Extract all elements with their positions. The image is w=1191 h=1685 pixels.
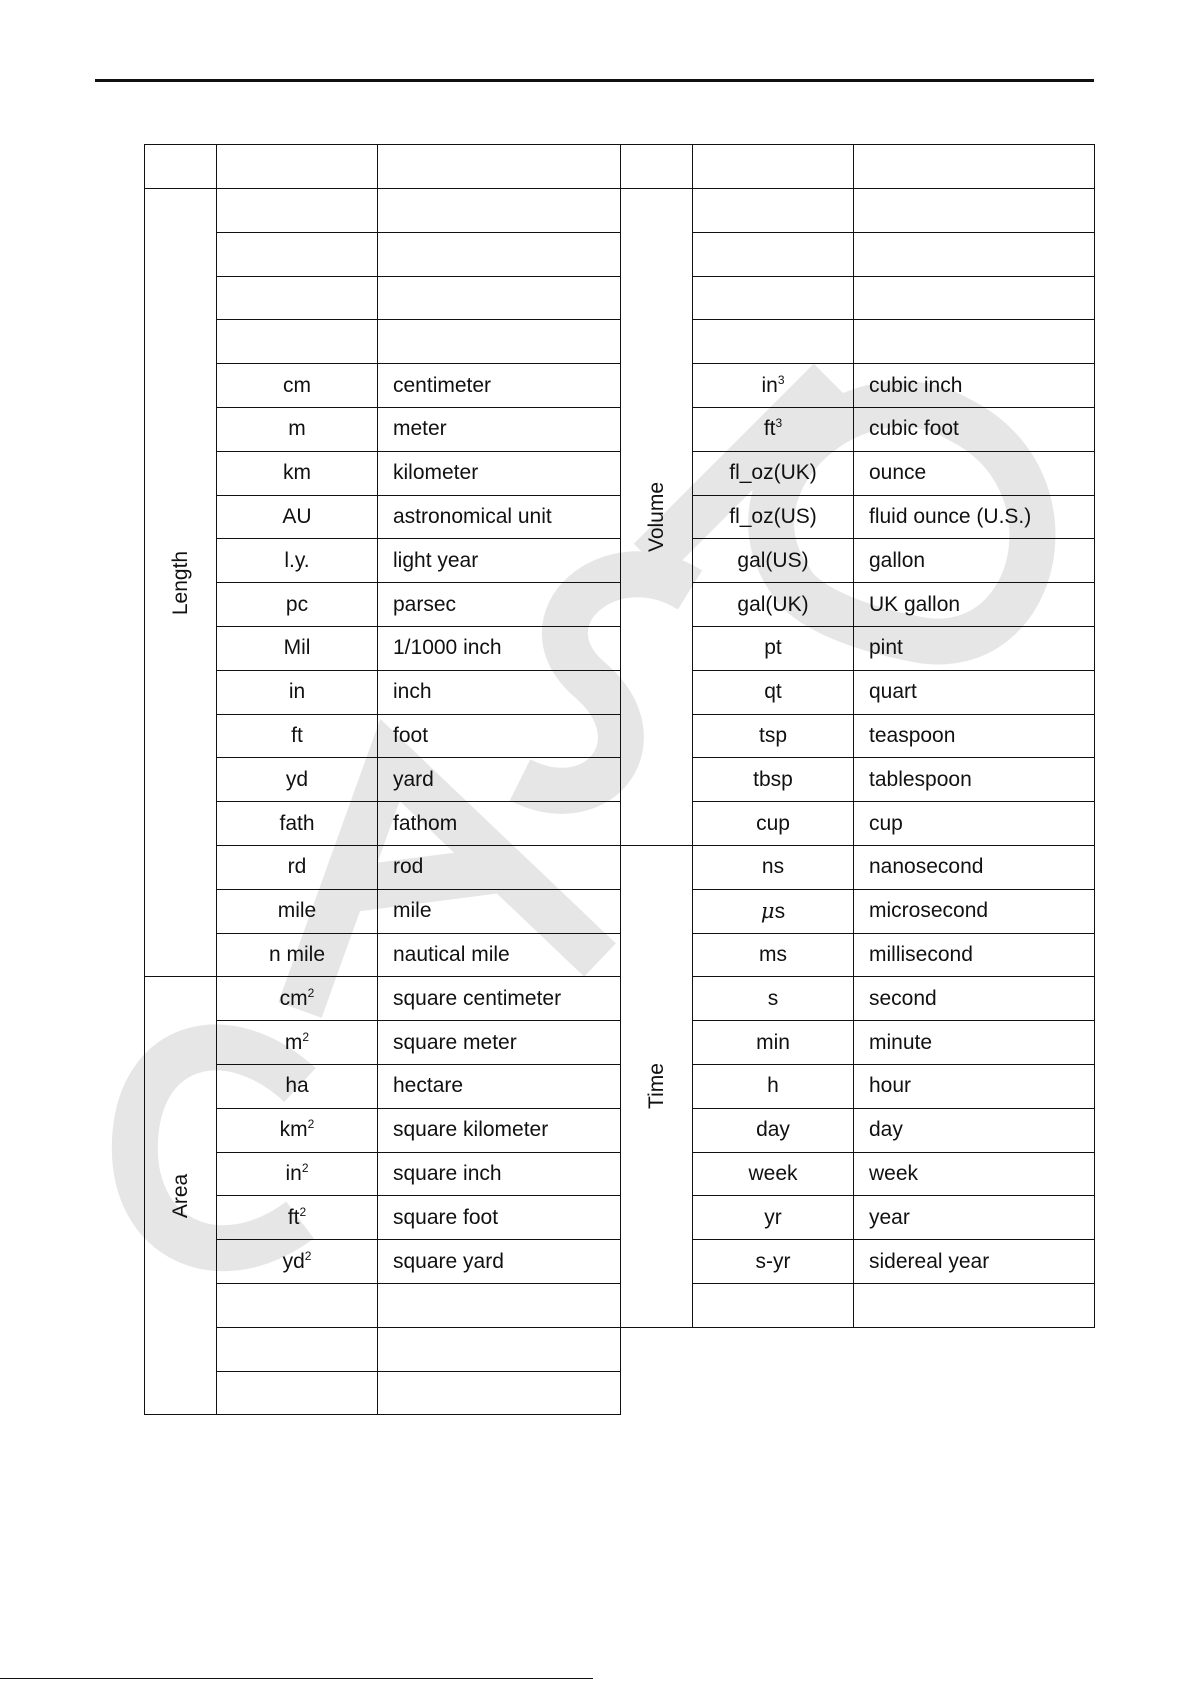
- unit-symbol-text: in: [761, 373, 778, 397]
- unit-symbol-text: ms: [759, 942, 787, 966]
- unit-symbol: [693, 583, 854, 627]
- unit-symbol: [693, 670, 854, 714]
- unit-symbol-text: h: [767, 1074, 779, 1098]
- unit-symbol-text: min: [756, 1030, 790, 1054]
- unit-symbol: [217, 1108, 378, 1152]
- unit-name: [378, 189, 621, 233]
- unit-symbol: [217, 451, 378, 495]
- unit-symbol: [693, 451, 854, 495]
- unit-symbol: [217, 933, 378, 977]
- unit-name: nanosecond: [854, 845, 1095, 889]
- unit-symbol: [693, 232, 854, 276]
- unit-symbol-text: mile: [277, 899, 317, 923]
- unit-exponent: 2: [301, 1160, 309, 1175]
- unit-symbol-text: rd: [287, 855, 307, 879]
- unit-name: rod: [378, 845, 621, 889]
- unit-symbol: [217, 189, 378, 233]
- unit-name: cup: [854, 802, 1095, 846]
- unit-symbol-text: tbsp: [753, 767, 793, 791]
- unit-name: nautical mile: [378, 933, 621, 977]
- unit-name: kilometer: [378, 451, 621, 495]
- unit-symbol: [217, 1021, 378, 1065]
- unit-symbol: [693, 276, 854, 320]
- unit-symbol-text: cm: [283, 373, 311, 397]
- unit-symbol: [693, 495, 854, 539]
- header-cell: [854, 145, 1095, 189]
- unit-symbol: [217, 364, 378, 408]
- unit-symbol-text: in: [285, 1161, 302, 1185]
- table-row: [621, 189, 1095, 233]
- unit-symbol: [693, 1196, 854, 1240]
- unit-name: tablespoon: [854, 758, 1095, 802]
- unit-name: centimeter: [378, 364, 621, 408]
- unit-symbol: [217, 1371, 378, 1415]
- unit-symbol-text: qt: [764, 680, 782, 704]
- unit-symbol-text: gal(US): [737, 548, 809, 572]
- unit-symbol: [693, 845, 854, 889]
- unit-symbol: [217, 232, 378, 276]
- unit-name: millisecond: [854, 933, 1095, 977]
- unit-symbol-text: cm: [279, 986, 308, 1010]
- unit-symbol-text: in: [288, 680, 306, 704]
- unit-name: day: [854, 1108, 1095, 1152]
- header-row: [621, 145, 1095, 189]
- unit-symbol: [217, 495, 378, 539]
- unit-symbol: [217, 407, 378, 451]
- header-cell: [693, 145, 854, 189]
- unit-name: year: [854, 1196, 1095, 1240]
- header-cell: [145, 145, 217, 189]
- unit-name: [854, 189, 1095, 233]
- unit-name: cubic foot: [854, 407, 1095, 451]
- unit-name: square meter: [378, 1021, 621, 1065]
- unit-symbol: [217, 1152, 378, 1196]
- category-label: Time: [644, 1063, 668, 1110]
- unit-symbol: [217, 758, 378, 802]
- unit-name: second: [854, 977, 1095, 1021]
- unit-symbol: [693, 1108, 854, 1152]
- top-rule: [95, 79, 1094, 82]
- unit-name: astronomical unit: [378, 495, 621, 539]
- unit-symbol: [693, 889, 854, 933]
- unit-symbol: [217, 1196, 378, 1240]
- unit-name: cubic inch: [854, 364, 1095, 408]
- unit-symbol: [693, 626, 854, 670]
- unit-exponent: 2: [299, 1204, 307, 1219]
- unit-exponent: 2: [302, 1029, 310, 1044]
- unit-symbol: [217, 714, 378, 758]
- unit-symbol-text: ha: [285, 1074, 309, 1098]
- unit-name: parsec: [378, 583, 621, 627]
- left-units-table: [144, 144, 621, 1415]
- unit-exponent: 2: [307, 1117, 315, 1132]
- header-row: [145, 145, 621, 189]
- unit-symbol: [217, 1240, 378, 1284]
- unit-symbol-text: m: [288, 417, 306, 441]
- unit-name: square foot: [378, 1196, 621, 1240]
- unit-symbol-text: pc: [285, 592, 309, 616]
- unit-symbol: [217, 670, 378, 714]
- unit-name: square yard: [378, 1240, 621, 1284]
- unit-symbol: [693, 758, 854, 802]
- header-cell: [378, 145, 621, 189]
- unit-name: square inch: [378, 1152, 621, 1196]
- unit-name: quart: [854, 670, 1095, 714]
- unit-name: teaspoon: [854, 714, 1095, 758]
- unit-name: week: [854, 1152, 1095, 1196]
- unit-symbol-text: l.y.: [284, 548, 310, 572]
- unit-name: inch: [378, 670, 621, 714]
- unit-name: mile: [378, 889, 621, 933]
- unit-symbol-text: m: [284, 1030, 303, 1054]
- unit-symbol-text: s: [774, 899, 786, 923]
- unit-symbol: [693, 364, 854, 408]
- unit-name: minute: [854, 1021, 1095, 1065]
- unit-symbol: [693, 407, 854, 451]
- unit-name: [378, 1327, 621, 1371]
- unit-name: UK gallon: [854, 583, 1095, 627]
- unit-symbol: [693, 714, 854, 758]
- unit-symbol: [693, 1283, 854, 1327]
- unit-symbol: [217, 1283, 378, 1327]
- unit-symbol: [693, 189, 854, 233]
- unit-exponent: 2: [307, 985, 315, 1000]
- unit-symbol: [693, 1240, 854, 1284]
- unit-name: meter: [378, 407, 621, 451]
- unit-name: [378, 1371, 621, 1415]
- unit-symbol-text: pt: [764, 636, 782, 660]
- unit-symbol-text: ft: [763, 417, 776, 441]
- unit-symbol-text: yd: [285, 767, 309, 791]
- unit-symbol: [693, 1064, 854, 1108]
- unit-symbol-text: yd: [282, 1249, 305, 1273]
- unit-symbol: [217, 1327, 378, 1371]
- unit-name: sidereal year: [854, 1240, 1095, 1284]
- unit-symbol: [693, 933, 854, 977]
- category-label: Area: [168, 1173, 192, 1219]
- bottom-rule: [0, 1678, 593, 1679]
- unit-name: [378, 1283, 621, 1327]
- unit-symbol-text: ft: [287, 1205, 300, 1229]
- unit-symbol: [217, 276, 378, 320]
- category-label: Length: [168, 550, 192, 615]
- unit-symbol-text: Mil: [283, 636, 311, 660]
- unit-symbol-text: gal(UK): [737, 592, 809, 616]
- unit-symbol: [217, 539, 378, 583]
- unit-symbol: [217, 626, 378, 670]
- unit-symbol-text: fl_oz(UK): [729, 461, 817, 485]
- unit-symbol-text: yr: [764, 1205, 782, 1229]
- unit-name: pint: [854, 626, 1095, 670]
- unit-symbol: [693, 320, 854, 364]
- unit-symbol: [693, 1152, 854, 1196]
- unit-symbol-text: ns: [761, 855, 785, 879]
- unit-symbol: [217, 1064, 378, 1108]
- category-cell-volume: [621, 189, 693, 846]
- mu-prefix: μ: [760, 898, 775, 923]
- unit-symbol-text: km: [283, 461, 311, 485]
- unit-exponent: 2: [304, 1248, 312, 1263]
- unit-name: 1/1000 inch: [378, 626, 621, 670]
- unit-symbol: [217, 802, 378, 846]
- unit-symbol: [693, 977, 854, 1021]
- unit-name: [854, 320, 1095, 364]
- unit-name: square kilometer: [378, 1108, 621, 1152]
- unit-name: hectare: [378, 1064, 621, 1108]
- unit-symbol-text: AU: [282, 504, 312, 528]
- unit-name: fluid ounce (U.S.): [854, 495, 1095, 539]
- unit-name: [378, 276, 621, 320]
- unit-symbol-text: tsp: [758, 723, 787, 747]
- unit-symbol: [217, 320, 378, 364]
- unit-symbol-text: week: [748, 1161, 798, 1185]
- unit-symbol-text: s-yr: [755, 1249, 791, 1273]
- unit-name: [378, 232, 621, 276]
- unit-name: microsecond: [854, 889, 1095, 933]
- header-cell: [621, 145, 693, 189]
- table-row: [145, 977, 621, 1021]
- unit-name: gallon: [854, 539, 1095, 583]
- unit-name: [378, 320, 621, 364]
- unit-name: yard: [378, 758, 621, 802]
- category-label: Volume: [644, 481, 668, 552]
- unit-name: ounce: [854, 451, 1095, 495]
- unit-symbol: [217, 977, 378, 1021]
- unit-name: [854, 276, 1095, 320]
- unit-name: square centimeter: [378, 977, 621, 1021]
- unit-name: foot: [378, 714, 621, 758]
- unit-symbol-text: km: [279, 1118, 308, 1142]
- unit-symbol-text: n mile: [268, 942, 326, 966]
- category-cell-time: [621, 845, 693, 1327]
- unit-exponent: 3: [777, 372, 785, 387]
- unit-name: [854, 1283, 1095, 1327]
- table-row: [621, 845, 1095, 889]
- unit-symbol: [693, 1021, 854, 1065]
- category-cell-area: [145, 977, 217, 1415]
- unit-symbol-text: cup: [756, 811, 790, 835]
- category-cell-length: [145, 189, 217, 977]
- unit-exponent: 3: [775, 416, 783, 431]
- table-row: [145, 189, 621, 233]
- unit-symbol: [693, 802, 854, 846]
- unit-symbol-text: ft: [291, 723, 303, 747]
- unit-symbol: [217, 845, 378, 889]
- unit-name: light year: [378, 539, 621, 583]
- header-cell: [217, 145, 378, 189]
- unit-symbol: [693, 539, 854, 583]
- unit-name: hour: [854, 1064, 1095, 1108]
- unit-symbol-text: fl_oz(US): [729, 504, 817, 528]
- unit-symbol-text: fath: [279, 811, 315, 835]
- unit-name: [854, 232, 1095, 276]
- unit-symbol: [217, 583, 378, 627]
- unit-symbol-text: s: [767, 986, 779, 1010]
- unit-symbol: [217, 889, 378, 933]
- unit-symbol-text: day: [756, 1118, 790, 1142]
- unit-name: fathom: [378, 802, 621, 846]
- right-units-table: [620, 144, 1095, 1328]
